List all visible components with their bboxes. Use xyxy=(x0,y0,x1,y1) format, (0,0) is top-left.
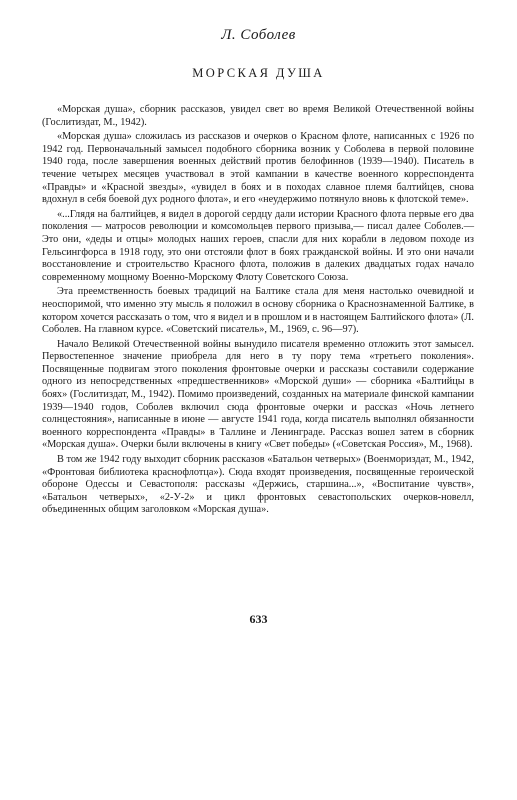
paragraph: Начало Великой Отечественной войны вынудило писателя временно отложить этот замысел. Первостепенное значение приобрела для него в ту пору тема «третьего поколения». Посвященные подвигам этого поколения фронтовые очерки и рассказы составили содержание одного из непосредственных «предшественников» «Морской души» — сборника «Балтийцы в боях» (Гослитиздат, М., 1942). Помимо произведений, созданных на материале финской кампании 1939—1940 годов, Соболев включил сюда фронтовые очерки и рассказ «Ночь летнего солнцестояния», написанные в июне — августе 1941 года, когда писатель выполнял обязанности военного корреспондента «Правды» в Таллине и Ленинграде. Рассказ вошел затем в сборник «Морская душа». Очерки были включены в книгу «Свет победы» («Советская Россия», М., 1968). xyxy=(42,338,474,451)
paragraph: «Морская душа» сложилась из рассказов и очерков о Красном флоте, написанных с 1926 по 1942 год. Первоначальный замысел подобного сборника возник у Соболева в первой половине 1940 года, после завершения военных действий против белофиннов (1939—1940). Писатель в течение четырех месяцев участвовал в этой кампании в качестве военного корреспондента «Правды» и «Красной звезды», «увидел в боях и в походах славное племя балтийцев, снова вдохнул в себя боевой дух родного флота», и его «неудержимо потянуло вновь к флотской теме». xyxy=(42,131,474,206)
page-number: 633 xyxy=(249,612,268,626)
author-name: Л. Соболев xyxy=(221,27,296,43)
paragraph: Эта преемственность боевых традиций на Балтике стала для меня настолько очевидной и неоспоримой, что именно эту мысль я положил в основу сборника о Краснознаменной Балтике, в котором хочется рассказать о том, что я видел и в прошлом и в настоящем Балтийского флота» (Л. Соболев. На главном курсе. «Советский писатель», М., 1969, с. 96—97). xyxy=(42,286,474,336)
paragraph: «Морская душа», сборник рассказов, увидел свет во время Великой Отечественной войны (Гослитиздат, М., 1942). xyxy=(42,104,474,128)
section-title: МОРСКАЯ ДУША xyxy=(192,66,325,80)
paragraph: «...Глядя на балтийцев, я видел в дорогой сердцу дали истории Красного флота первые его два поколения — матросов революции и комсомольцев первого призыва,— писал далее Соболев.— Это они, «деды и отцы» молодых наших героев, спасли для них корабли в ледовом походе из Гельсингфорса в 1918 году, это они отстояли флот в боях гражданской войны. И это они начали восстановление и строительство Красного флота, положив в далеких двадцатых годах начало современному мощному Военно-Морскому Флоту Советского Союза. xyxy=(42,208,474,283)
commentary-text xyxy=(42,104,474,517)
paragraph: В том же 1942 году выходит сборник рассказов «Батальон четверых» (Военмориздат, М., 1942, «Фронтовая библиотека краснофлотца»). Сюда входят произведения, посвященные героической обороне Одессы и Севастополя: рассказы «Держись, старшина...», «Воспитание чувств», «Батальон четверых», «2-У-2» и цикл фронтовых севастопольских очерков-новелл, объединенных общим заголовком «Морская душа». xyxy=(42,454,474,516)
